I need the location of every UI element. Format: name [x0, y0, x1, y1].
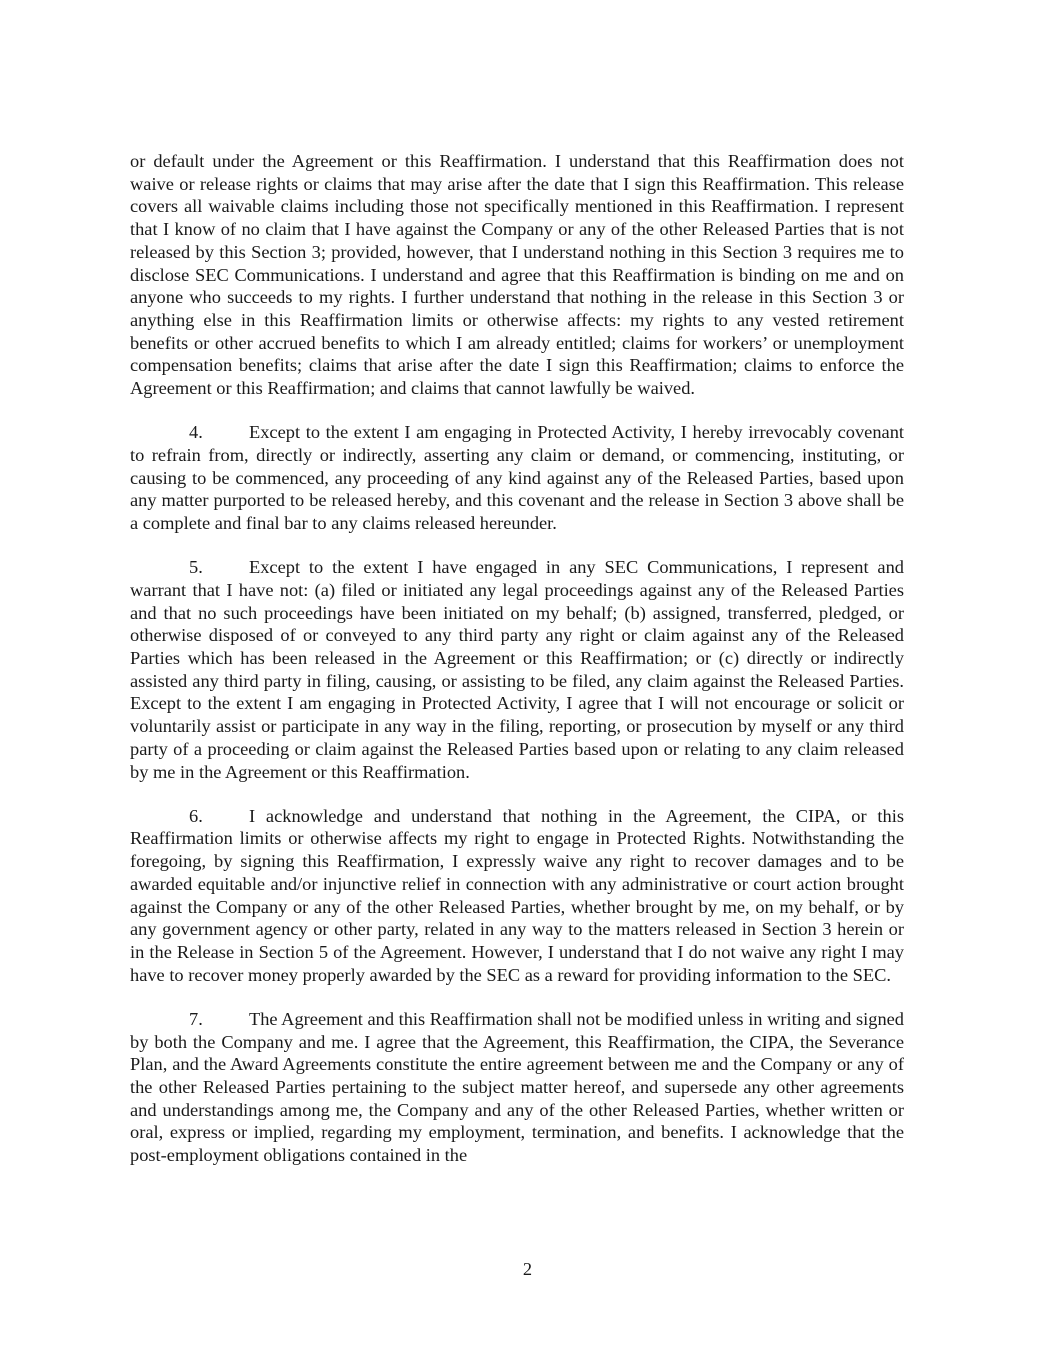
section-5-paragraph [130, 556, 904, 783]
section-7-number: 7. [189, 1008, 203, 1029]
section-4-paragraph [130, 421, 904, 535]
page-number: 2 [522, 1259, 533, 1279]
section-6-number: 6. [189, 805, 203, 826]
document-body [130, 150, 904, 1167]
section-5-text: Except to the extent I have engaged in any SEC Communications, I represent and warrant that I have not: (a) filed or initiated any legal proceedings against any of the Released Parties and that no such proceedings have been initiated on my behalf; (b) assigned, transferred, pledged, or otherwise disposed of or conveyed to any third party any right or claim against any of the Released Parties which has been released in the Agreement or this Reaffirmation; or (c) directly or indirectly assisted any third party in filing, causing, or assisting to be filed, any claim against the Released Parties. Except to the extent I am engaging in Protected Activity, I agree that I will not encourage or solicit or voluntarily assist or participate in any way in the filing, reporting, or prosecution by myself or any third party of a proceeding or claim against the Released Parties based upon or relating to any claim released by me in the Agreement or this Reaffirmation. [130, 557, 904, 782]
section-4-text: Except to the extent I am engaging in Protected Activity, I hereby irrevocably covenant to refrain from, directly or indirectly, asserting any claim or demand, or commencing, instituting, or causing to be commenced, any proceeding of any kind against any of the Released Parties, based upon any matter purported to be released hereby, and this covenant and the release in Section 3 above shall be a complete and final bar to any claims released hereunder. [130, 422, 904, 534]
section-7-text: The Agreement and this Reaffirmation shall not be modified unless in writing and signed by both the Company and me. I agree that the Agreement, this Reaffirmation, the CIPA, the Severance Plan, and the Award Agreements constitute the entire agreement between me and the Company or any of the other Released Parties pertaining to the subject matter hereof, and supersede any other agreements and understandings among me, the Company and any of the other Released Parties, whether written or oral, express or implied, regarding my employment, termination, and benefits. I acknowledge that the post-employment obligations contained in the [130, 1008, 904, 1166]
section-6-text: I acknowledge and understand that nothing in the Agreement, the CIPA, or this Reaffirmation limits or otherwise affects my right to engage in Protected Rights. Notwithstanding the foregoing, by signing this Reaffirmation, I expressly waive any right to recover damages and to be awarded equitable and/or injunctive relief in connection with any administrative or court action brought against the Company or any of the other Released Parties, whether brought by me, on my behalf, or by any government agency or other party, related in any way to the matters released in Section 3 herein or in the Release in Section 5 of the Agreement. However, I understand that I do not waive any right I may have to recover money properly awarded by the SEC as a reward for providing information to the SEC. [130, 805, 904, 985]
section-7-paragraph [130, 1008, 904, 1167]
continuation-paragraph: or default under the Agreement or this Reaffirmation. I understand that this Reaffirmation does not waive or release rights or claims that may arise after the date that I sign this Reaffirmation. This release covers all waivable claims including those not specifically mentioned in this Reaffirmation. I represent that I know of no claim that I have against the Company or any of the other Released Parties that is not released by this Section 3; provided, however, that I understand nothing in this Section 3 requires me to disclose SEC Communications. I understand and agree that this Reaffirmation is binding on me and on anyone who succeeds to my rights. I further understand that nothing in the release in this Section 3 or anything else in this Reaffirmation limits or otherwise affects: my rights to any vested retirement benefits or other accrued benefits to which I am already entitled; claims for workers’ or unemployment compensation benefits; claims that arise after the date I sign this Reaffirmation; claims to enforce the Agreement or this Reaffirmation; and claims that cannot lawfully be waived. [130, 151, 904, 399]
section-4-number: 4. [189, 422, 203, 443]
section-5-number: 5. [189, 557, 203, 578]
section-6-paragraph [130, 805, 904, 987]
